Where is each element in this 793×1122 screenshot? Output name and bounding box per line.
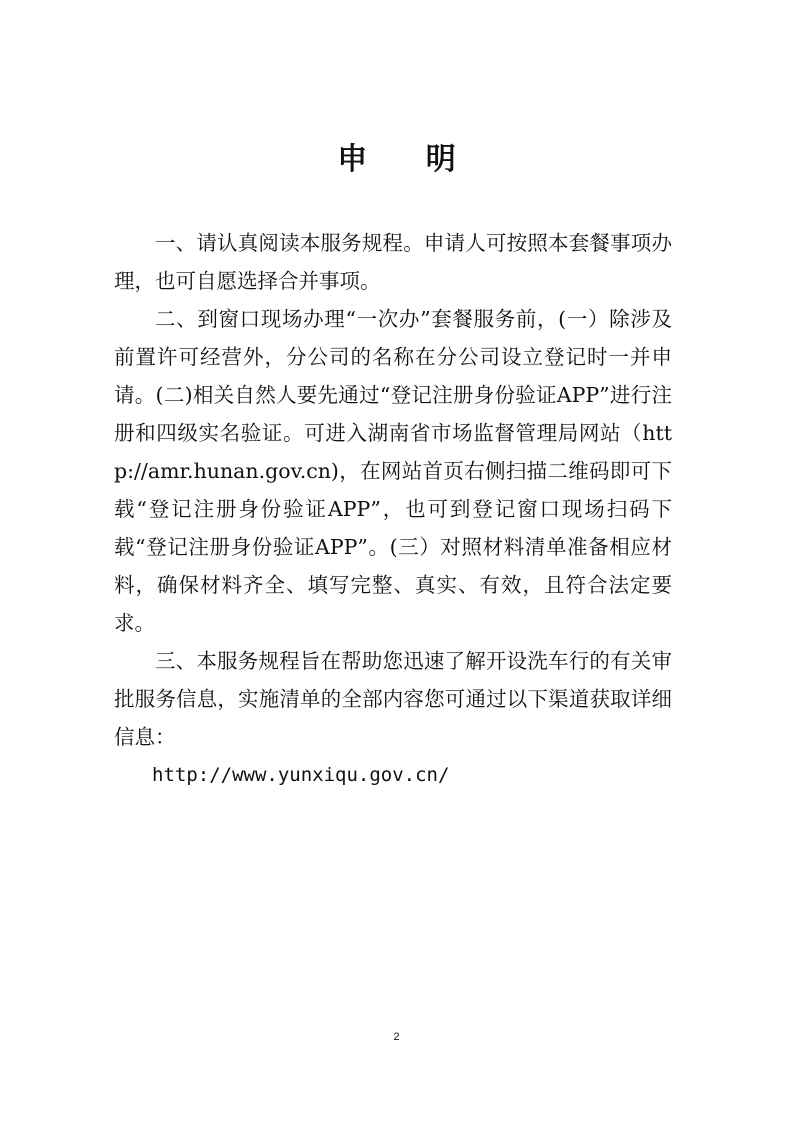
page-number: 2 bbox=[393, 1031, 400, 1043]
info-url: http://www.yunxiqu.gov.cn/ bbox=[152, 764, 450, 786]
paragraph-3: 三、本服务规程旨在帮助您迅速了解开设洗车行的有关审批服务信息，实施清单的全部内容您可通过以下渠道获取详细信息： bbox=[114, 649, 672, 749]
paragraph-1: 一、请认真阅读本服务规程。申请人可按照本套餐事项办理，也可自愿选择合并事项。 bbox=[114, 231, 672, 293]
page-title: 申 明 bbox=[337, 142, 480, 177]
paragraph-2: 二、到窗口现场办理“一次办”套餐服务前，(一）除涉及前置许可经营外，分公司的名称在分公司设立登记时一并申请。(二)相关自然人要先通过“登记注册身份验证APP”进行注册和四级实名验证。可进入湖南省市场监督管理局网站（http://amr.hunan.gov.cn)，在网站首页右侧扫描二维码即可下载“登记注册身份验证APP”，也可到登记窗口现场扫码下载“登记注册身份验证APP”。(三）对照材料清单准备相应材料，确保材料齐全、填写完整、真实、有效，且符合法定要求。 bbox=[114, 307, 672, 635]
document-body bbox=[114, 224, 672, 794]
